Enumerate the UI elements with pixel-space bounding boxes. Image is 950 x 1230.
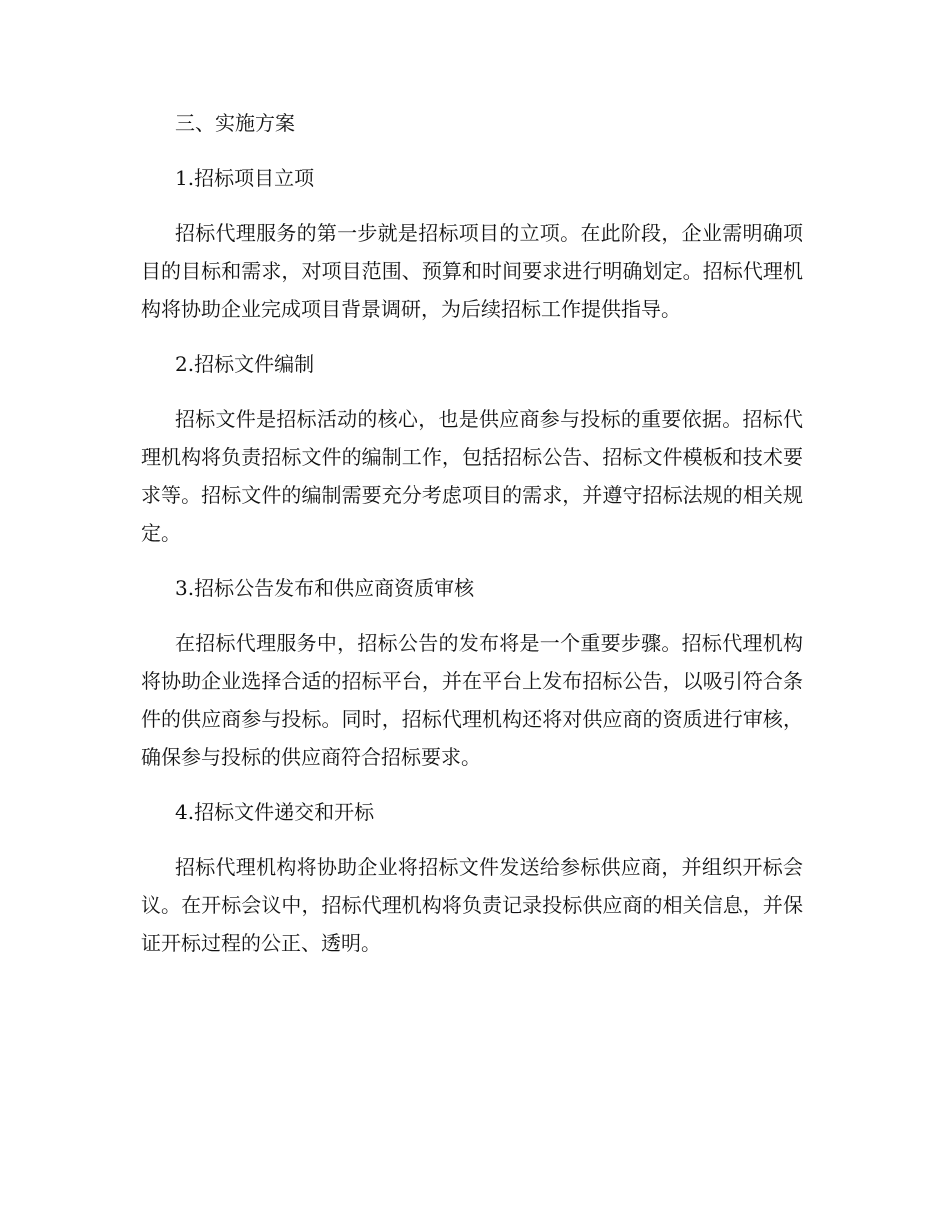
item-body-3: 在招标代理服务中，招标公告的发布将是一个重要步骤。招标代理机构将协助企业选择合适的招标平台，并在平台上发布招标公告，以吸引符合条件的供应商参与投标。同时，招标代理机构还将对供应商的资质进行审核，确保参与投标的供应商符合招标要求。	[141, 631, 803, 769]
section-title: 三、实施方案	[175, 111, 295, 135]
item-heading-2: 2.招标文件编制	[175, 352, 315, 376]
item-body-4: 招标代理机构将协助企业将招标文件发送给参标供应商，并组织开标会议。在开标会议中，招标代理机构将负责记录投标供应商的相关信息，并保证开标过程的公正、透明。	[141, 855, 803, 955]
item-body-2: 招标文件是招标活动的核心，也是供应商参与投标的重要依据。招标代理机构将负责招标文件的编制工作，包括招标公告、招标文件模板和技术要求等。招标文件的编制需要充分考虑项目的需求，并遵守招标法规的相关规定。	[141, 407, 803, 545]
item-body-1: 招标代理服务的第一步就是招标项目的立项。在此阶段，企业需明确项目的目标和需求，对项目范围、预算和时间要求进行明确划定。招标代理机构将协助企业完成项目背景调研，为后续招标工作提供指导。	[141, 221, 803, 321]
item-heading-4: 4.招标文件递交和开标	[175, 800, 375, 824]
item-heading-1: 1.招标项目立项	[175, 166, 315, 190]
item-heading-3: 3.招标公告发布和供应商资质审核	[175, 576, 475, 600]
document-content	[141, 104, 803, 979]
